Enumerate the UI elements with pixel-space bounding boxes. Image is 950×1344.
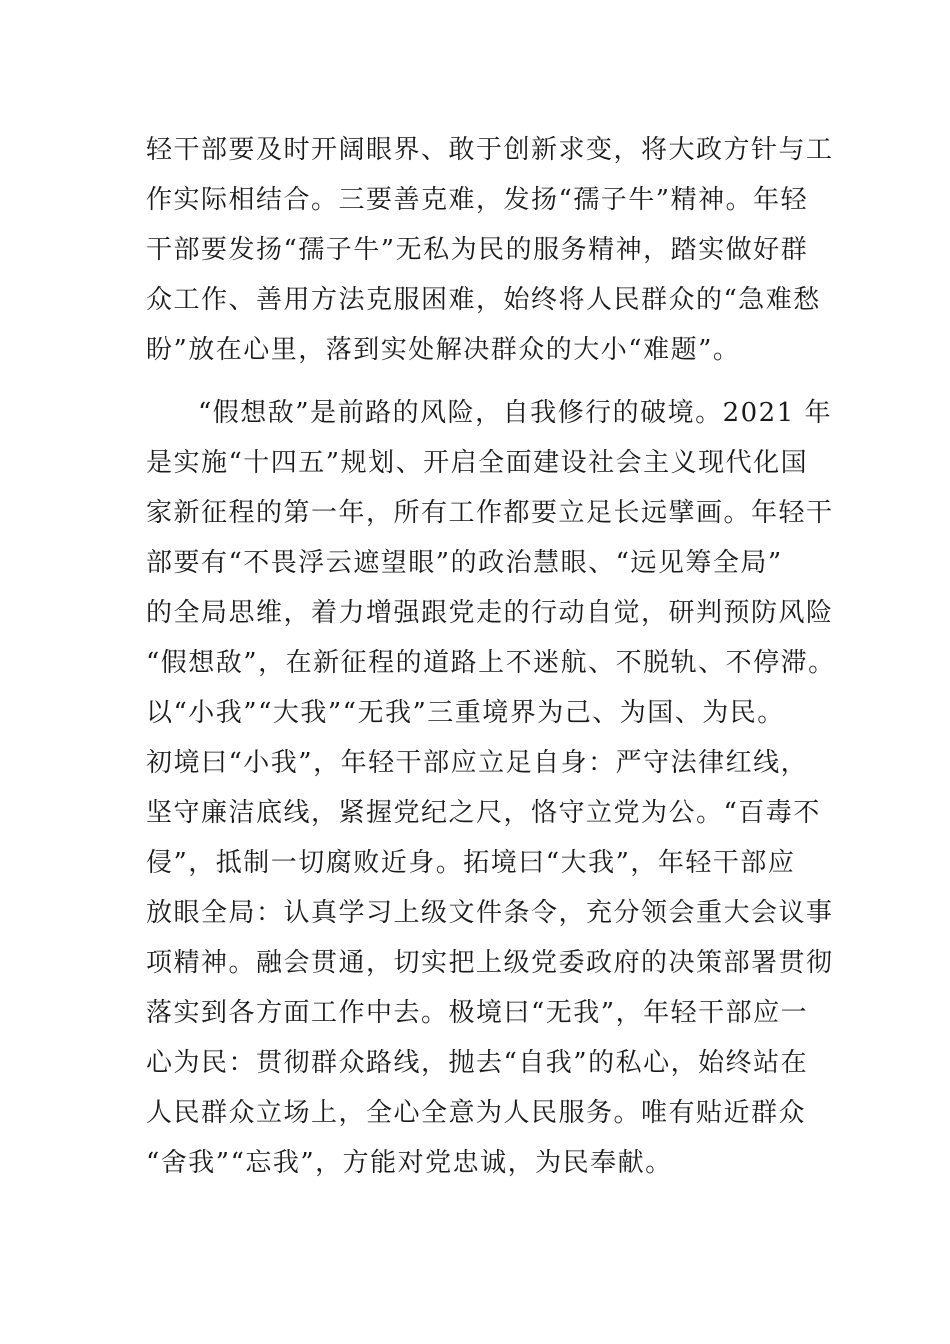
text-line: 轻干部要及时开阔眼界、敢于创新求变，将大政方针与工: [146, 135, 834, 165]
text-line: 作实际相结合。三要善克难，发扬“孺子牛”精神。年轻: [146, 185, 809, 215]
text-line: “假想敌”，在新征程的道路上不迷航、不脱轨、不停滞。: [146, 648, 836, 678]
text-line: 项精神。融会贯通，切实把上级党委政府的决策部署贯彻: [146, 948, 834, 978]
text-line: 盼”放在心里，落到实处解决群众的大小“难题”。: [146, 335, 741, 365]
text-line: 是实施“十四五”规划、开启全面建设社会主义现代化国: [146, 448, 809, 478]
text-line: “假想敌”是前路的风险，自我修行的破境。2021 年: [198, 398, 833, 428]
text-line: 落实到各方面工作中去。极境曰“无我”，年轻干部应一: [146, 998, 809, 1028]
text-line: 众工作、善用方法克服困难，始终将人民群众的“急难愁: [146, 285, 821, 315]
text-line: 坚守廉洁底线，紧握党纪之尺，恪守立党为公。“百毒不: [146, 798, 821, 828]
text-line: 心为民：贯彻群众路线，抛去“自我”的私心，始终站在: [146, 1048, 809, 1078]
text-line: 干部要发扬“孺子牛”无私为民的服务精神，踏实做好群: [146, 235, 809, 265]
text-line: 侵”，抵制一切腐败近身。拓境曰“大我”，年轻干部应: [146, 848, 796, 878]
text-line: 初境曰“小我”，年轻干部应立足自身：严守法律红线，: [146, 748, 809, 778]
text-line: 家新征程的第一年，所有工作都要立足长远擘画。年轻干: [146, 498, 834, 528]
text-line: 以“小我”“大我”“无我”三重境界为己、为国、为民。: [146, 698, 785, 728]
text-line: “舍我”“忘我”，方能对党忠诚，为民奉献。: [146, 1148, 673, 1178]
text-line: 人民群众立场上，全心全意为人民服务。唯有贴近群众: [146, 1098, 807, 1128]
text-line: 部要有“不畏浮云遮望眼”的政治慧眼、“远见筹全局”: [146, 548, 783, 578]
text-line: 的全局思维，着力增强跟党走的行动自觉，研判预防风险: [146, 598, 834, 628]
text-line: 放眼全局：认真学习上级文件条令，充分领会重大会议事: [146, 898, 834, 928]
